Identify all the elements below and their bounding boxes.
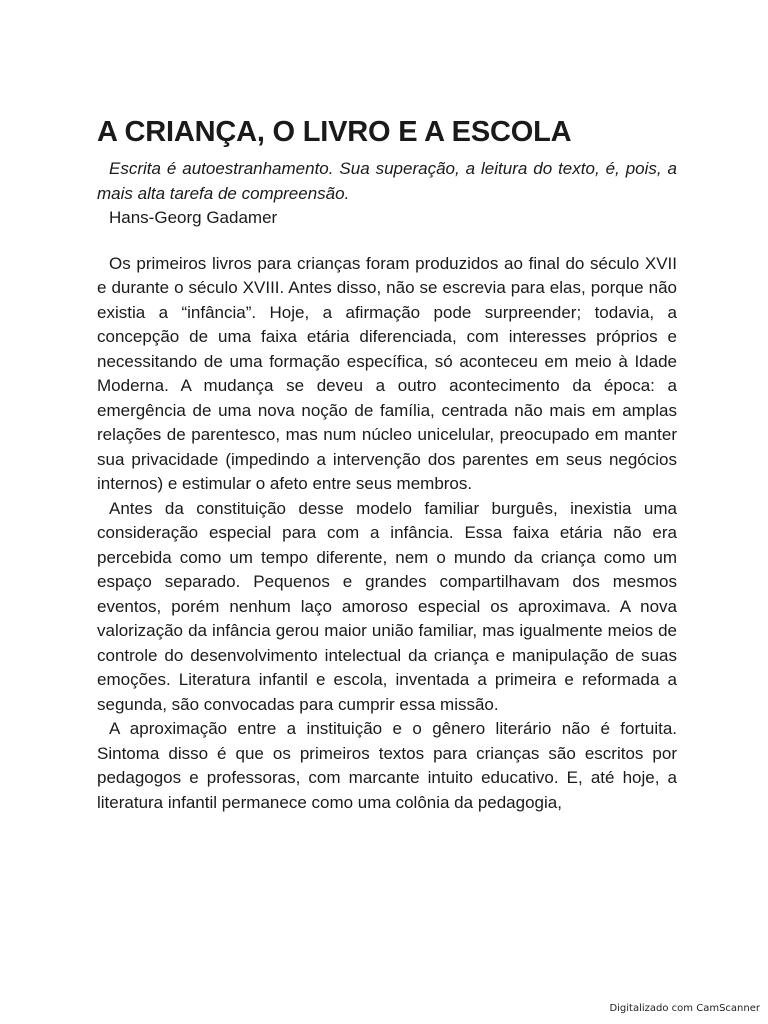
paragraph: Antes da constituição desse modelo familiar burguês, inexistia uma consideração especial para com a infância. Essa faixa etária não era percebida como um tempo diferente, nem o mundo da criança como um espaço separado. Pequenos e grandes compartilhavam dos mesmos eventos, porém nenhum laço amoroso especial os aproximava. A nova valorização da infância gerou maior união familiar, mas igualmente meios de controle do desenvolvimento intelectual da criança e manipulação de suas emoções. Literatura infantil e escola, inventada a primeira e reformada a segunda, são convocadas para cumprir essa missão. [97, 498, 677, 714]
chapter-title: A CRIANÇA, O LIVRO E A ESCOLA [97, 116, 572, 148]
paragraph: A aproximação entre a instituição e o gênero literário não é fortuita. Sintoma disso é que os primeiros textos para crianças são escritos por pedagogos e professoras, com marcante intuito educativo. E, até hoje, a literatura infantil permanece como uma colônia da pedagogia, [97, 719, 677, 812]
document-page [97, 110, 677, 815]
scanner-watermark: Digitalizado com CamScanner [609, 1003, 760, 1014]
epigraph-author: Hans-Georg Gadamer [109, 208, 278, 227]
body-text [97, 252, 677, 816]
epigraph [97, 157, 677, 231]
epigraph-quote: Escrita é autoestranhamento. Sua superação, a leitura do texto, é, pois, a mais alta tarefa de compreensão. [97, 159, 677, 203]
paragraph: Os primeiros livros para crianças foram produzidos ao final do século XVII e durante o século XVIII. Antes disso, não se escrevia para elas, porque não existia a “infância”. Hoje, a afirmação pode surpreender; todavia, a concepção de uma faixa etária diferenciada, com interesses próprios e necessitando de uma formação específica, só aconteceu em meio à Idade Moderna. A mudança se deveu a outro acontecimento da época: a emergência de uma nova noção de família, centrada não mais em amplas relações de parentesco, mas num núcleo unicelular, preocupado em manter sua privacidade (impedindo a intervenção dos parentes em seus negócios internos) e estimular o afeto entre seus membros. [97, 253, 677, 493]
